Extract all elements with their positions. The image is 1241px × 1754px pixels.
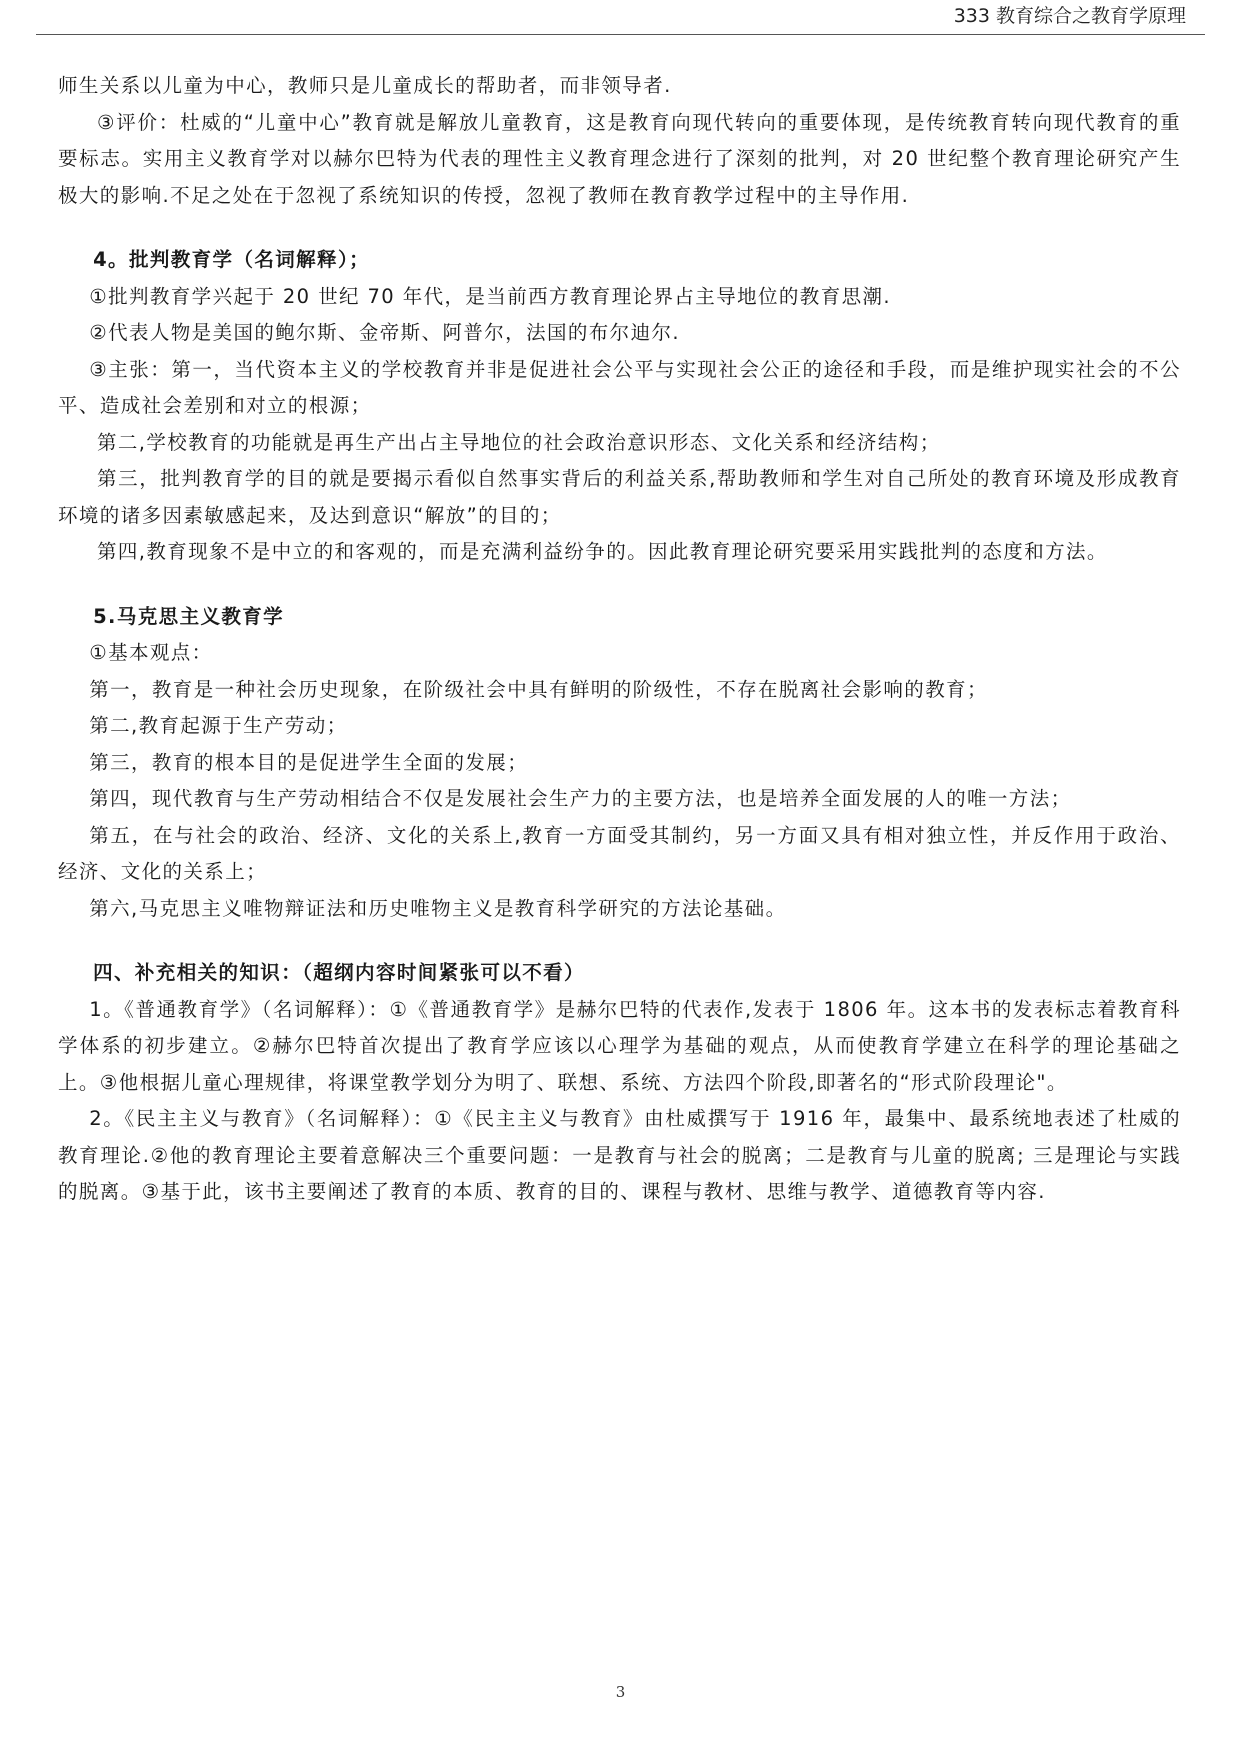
- list-item: 第三，教育的根本目的是促进学生全面的发展；: [89, 750, 529, 774]
- list-item: 2。《民主主义与教育》（名词解释）：①《民主主义与教育》由杜威撰写于 1916 年，最集中、最系统地表述了杜威的教育理论.②他的教育理论主要着意解决三个重要问题：一是教育与社会的脱离；二是教育与儿童的脱离; 三是理论与实践的脱离。③基于此，该书主要阐述了教育的本质、教育的目的、课程与教材、思维与教学、道德教育等内容.: [58, 1107, 1181, 1203]
- running-header: 333 教育综合之教育学原理: [953, 5, 1186, 27]
- list-item: ③主张：第一，当代资本主义的学校教育并非是促进社会公平与实现社会公正的途径和手段，而是维护现实社会的不公平、造成社会差别和对立的根源；: [58, 357, 1181, 417]
- section-heading-critical-pedagogy: 4。批判教育学（名词解释）；: [93, 248, 371, 271]
- list-item: 第四，现代教育与生产劳动相结合不仅是发展社会生产力的主要方法，也是培养全面发展的人的唯一方法；: [89, 787, 1072, 810]
- paragraph-evaluation: ③评价：杜威的“儿童中心”教育就是解放儿童教育，这是教育向现代转向的重要体现，是传统教育转向现代教育的重要标志。实用主义教育学对以赫尔巴特为代表的理性主义教育理念进行了深刻的批判，对 20 世纪整个教育理论研究产生极大的影响.不足之处在于忽视了系统知识的传授，忽视了教师在教育教学过程中的主导作用.: [58, 110, 1181, 207]
- header-rule: [36, 34, 1205, 35]
- section-heading-marxist-pedagogy: 5.马克思主义教育学: [93, 604, 285, 628]
- section-heading-supplementary: 四、补充相关的知识：（超纲内容时间紧张可以不看）: [93, 961, 585, 984]
- list-item: 第六,马克思主义唯物辩证法和历史唯物主义是教育科学研究的方法论基础。: [89, 896, 787, 920]
- list-item: 第四,教育现象不是中立的和客观的，而是充满利益纷争的。因此教育理论研究要采用实践批判的态度和方法。: [97, 540, 1108, 563]
- list-item: ①基本观点：: [89, 641, 213, 664]
- list-item: 1。《普通教育学》（名词解释）：①《普通教育学》是赫尔巴特的代表作,发表于 1806 年。这本书的发表标志着教育科学体系的初步建立。②赫尔巴特首次提出了教育学应该以心理学为基础的观点，从而使教育学建立在科学的理论基础之上。③他根据儿童心理规律，将课堂教学划分为明了、联想、系统、方法四个阶段,即著名的“形式阶段理论"。: [58, 997, 1181, 1094]
- list-item: 第二,学校教育的功能就是再生产出占主导地位的社会政治意识形态、文化关系和经济结构；: [97, 430, 941, 454]
- list-item: ②代表人物是美国的鲍尔斯、金帝斯、阿普尔，法国的布尔迪尔.: [89, 321, 680, 344]
- list-item: 第五，在与社会的政治、经济、文化的关系上,教育一方面受其制约，另一方面又具有相对独立性，并反作用于政治、经济、文化的关系上；: [58, 823, 1181, 883]
- list-item: ①批判教育学兴起于 20 世纪 70 年代，是当前西方教育理论界占主导地位的教育思潮.: [89, 284, 891, 308]
- list-item: 第三，批判教育学的目的就是要揭示看似自然事实背后的利益关系,帮助教师和学生对自己所处的教育环境及形成教育环境的诸多因素敏感起来，及达到意识“解放”的目的；: [58, 467, 1181, 527]
- page-content: [58, 68, 1181, 1211]
- paragraph-continuation: 师生关系以儿童为中心，教师只是儿童成长的帮助者，而非领导者.: [58, 74, 672, 97]
- page-number: 3: [615, 1683, 626, 1701]
- list-item: 第二,教育起源于生产劳动；: [89, 714, 348, 737]
- list-item: 第一，教育是一种社会历史现象，在阶级社会中具有鲜明的阶级性，不存在脱离社会影响的教育；: [89, 677, 988, 701]
